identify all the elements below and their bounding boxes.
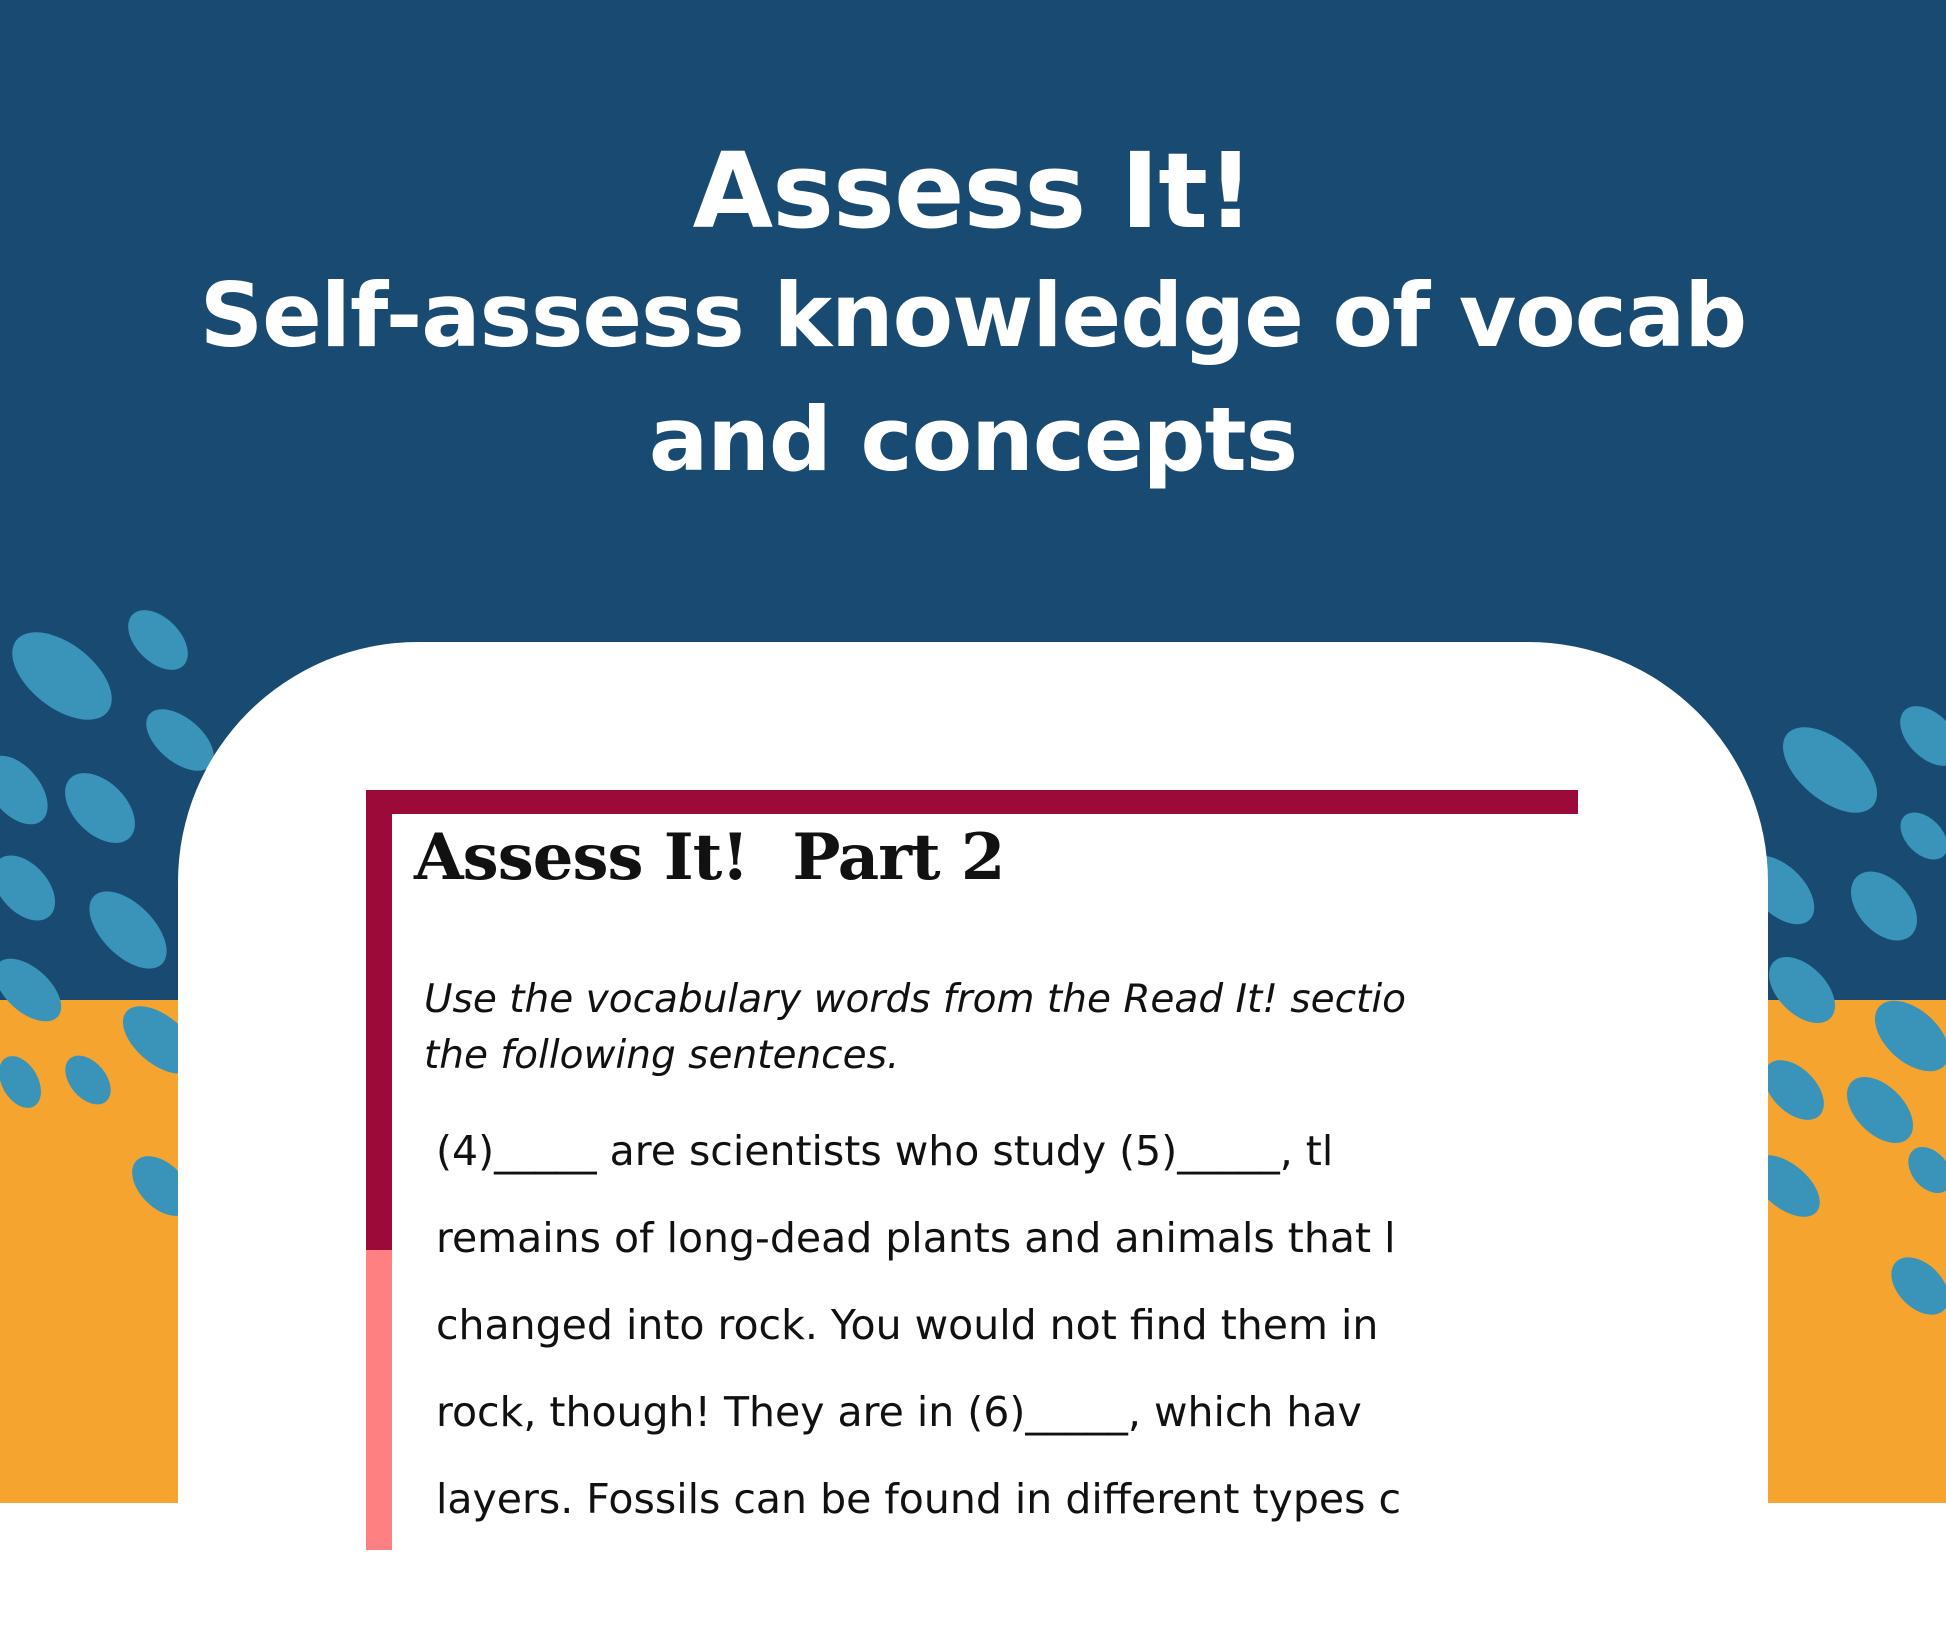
worksheet-left-accent — [366, 1250, 392, 1550]
passage-line: rock, though! They are in (6)_____, which hav — [436, 1388, 1362, 1436]
worksheet-title — [414, 820, 1048, 895]
worksheet-left-border — [366, 790, 392, 1250]
worksheet-title-main: Assess It! — [414, 820, 749, 895]
passage-line: remains of long-dead plants and animals that l — [436, 1214, 1396, 1262]
heading-title: Assess It! — [692, 130, 1254, 252]
worksheet-instructions — [424, 972, 1578, 1084]
passage-line: layers. Fossils can be found in different types c — [436, 1475, 1402, 1523]
worksheet-preview — [366, 790, 1578, 1550]
page-heading — [0, 128, 1946, 502]
passage-line: (4)_____ are scientists who study (5)_____, tl — [436, 1127, 1334, 1175]
heading-subtitle-line2: and concepts — [648, 388, 1298, 491]
worksheet-top-border — [366, 790, 1578, 814]
instructions-line: the following sentences. — [424, 1033, 900, 1078]
heading-subtitle-line1: Self-assess knowledge of vocab — [199, 264, 1747, 367]
instructions-line: Use the vocabulary words from the Read It! sectio — [424, 977, 1407, 1022]
worksheet-title-part: Part 2 — [792, 820, 1005, 895]
worksheet-passage — [436, 1108, 1578, 1543]
passage-line: changed into rock. You would not find them in — [436, 1301, 1379, 1349]
